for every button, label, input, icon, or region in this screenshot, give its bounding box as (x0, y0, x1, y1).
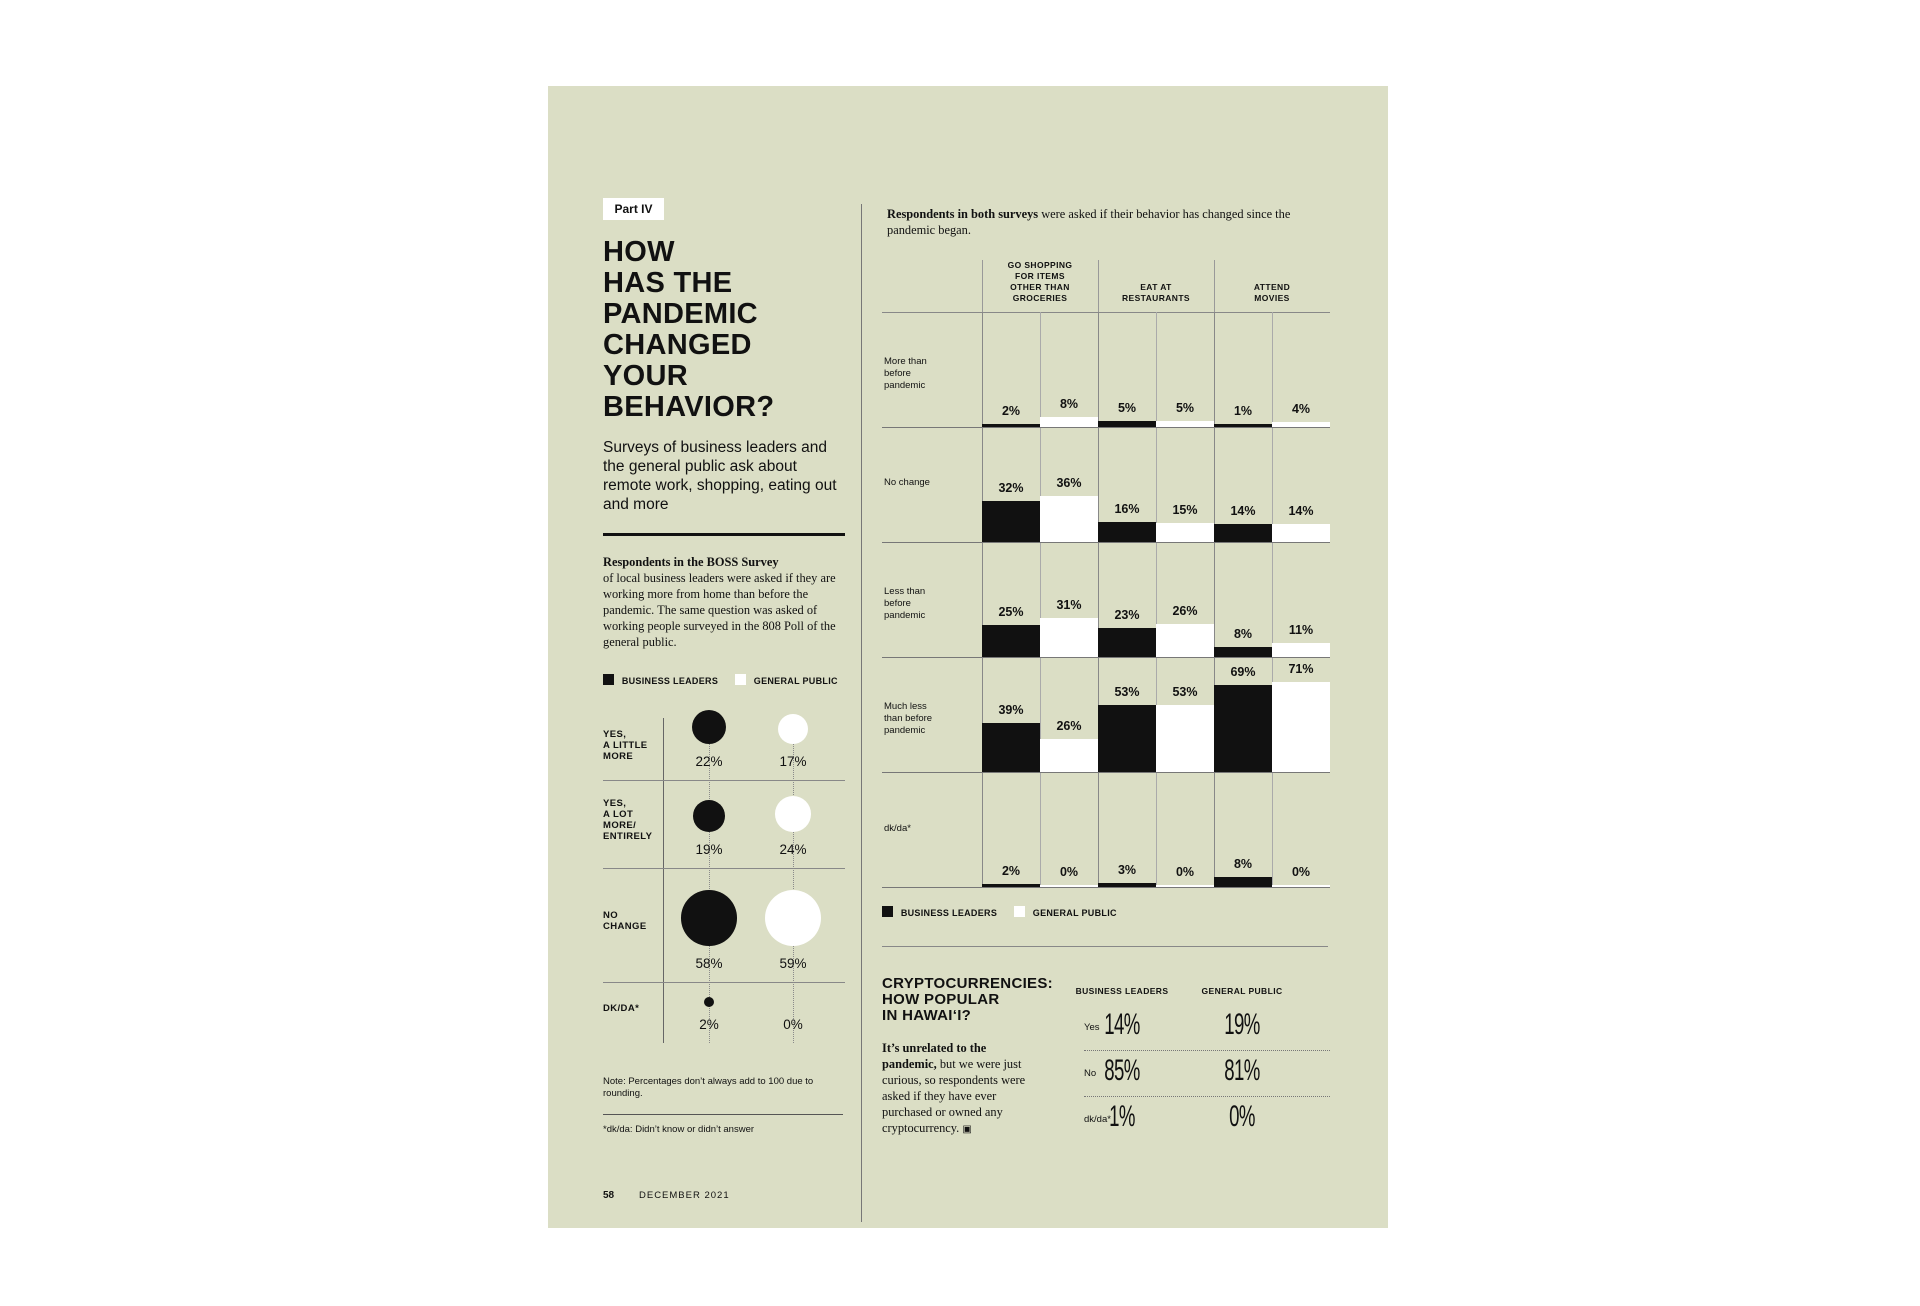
crypto-value: 1% (1109, 1100, 1135, 1133)
bubble-value-label: 22% (695, 754, 723, 769)
bar-value-label: 2% (1001, 864, 1021, 878)
column-header-line: GROCERIES (1012, 293, 1068, 303)
bar-value-label: 69% (1230, 664, 1256, 679)
bar-value-label: 71% (1288, 662, 1314, 677)
crypto-row-divider (1084, 1050, 1330, 1051)
bar-value-label: 16% (1114, 501, 1140, 516)
note: Note: Percentages don’t always add to 100 due to rounding. (603, 1076, 814, 1099)
headline-line: HOW (603, 236, 675, 268)
column-header-line: OTHER THAN (1010, 282, 1070, 292)
row-label-line: pandemic (884, 380, 926, 391)
bar-value-label: 14% (1288, 504, 1314, 519)
crypto-title-line: IN HAWAI‘I? (882, 1007, 972, 1024)
bubble-row-label-line: CHANGE (603, 921, 647, 932)
legend-business-label: BUSINESS LEADERS (621, 676, 719, 686)
bar-value-label: 53% (1114, 684, 1140, 699)
crypto-row-label: Yes (1084, 1022, 1100, 1033)
bubble-row-label-line: MORE (603, 750, 634, 762)
footnote: *dk/da: Didn’t know or didn’t answer (603, 1124, 755, 1135)
column-header-line: ATTEND (1253, 282, 1291, 292)
headline-line: PANDEMIC (603, 298, 758, 330)
left-intro-text: of local business leaders were asked if they are working more from home than before the pandemic. The same question was asked of working people surveyed in the 808 Poll of the general public. (603, 571, 836, 649)
bar-value-label: 1% (1233, 404, 1253, 418)
crypto-title-line: HOW POPULAR (882, 991, 1000, 1008)
right-intro-bold: Respondents in both surveys (887, 207, 1039, 221)
bar-value-label: 8% (1059, 396, 1079, 411)
crypto-value: 0% (1229, 1100, 1255, 1133)
bubble-row-label-line: A LITTLE (603, 739, 648, 751)
crypto-value: 85% (1104, 1054, 1140, 1087)
row-label-line: No change (884, 477, 930, 488)
left-intro-bold: Respondents in the BOSS Survey (603, 555, 779, 569)
bar-value-label: 26% (1056, 719, 1082, 734)
bubble-value-label: 59% (779, 956, 807, 971)
bar-value-label: 0% (1291, 865, 1311, 879)
bar-value-label: 2% (1001, 404, 1021, 418)
end-mark: ▣ (962, 1124, 972, 1135)
crypto-column-header: GENERAL PUBLIC (1201, 986, 1283, 996)
legend-business-label: BUSINESS LEADERS (900, 908, 998, 918)
row-label-line: pandemic (884, 610, 926, 621)
bubble-row-label-line: YES, (603, 798, 627, 809)
bar-value-label: 14% (1230, 504, 1256, 519)
crypto-row-label: dk/da* (1084, 1114, 1111, 1125)
dek: Surveys of business leaders and the general public ask about remote work, shopping, eating out and more (603, 439, 837, 513)
headline-line: YOUR (603, 360, 688, 392)
legend-public-label: GENERAL PUBLIC (1032, 908, 1117, 918)
part-badge: Part IV (603, 198, 664, 220)
bubble-row-label-line: MORE/ (603, 820, 637, 831)
crypto-column-header: BUSINESS LEADERS (1075, 986, 1169, 996)
bar-value-label: 53% (1172, 684, 1198, 699)
crypto-body-text: but we were just curious, so respondents were asked if they have ever purchased or owned any cryptocurrency. (882, 1057, 1026, 1135)
crypto-row-label: No (1084, 1068, 1097, 1079)
bubble-row-label-line: DK/DA* (603, 1003, 640, 1014)
row-label-line: before (884, 368, 911, 379)
crypto-value: 81% (1224, 1054, 1260, 1087)
row-label-line: More than (884, 356, 927, 367)
column-header-line: MOVIES (1254, 293, 1290, 303)
headline-line: BEHAVIOR? (603, 391, 775, 423)
bar-value-label: 8% (1233, 626, 1253, 641)
row-label-line: pandemic (884, 725, 926, 736)
right-intro-text: were asked if their behavior has changed since the pandemic began. (887, 207, 1291, 237)
bar-value-label: 36% (1056, 476, 1082, 491)
bubble-row-label-line: ENTIRELY (603, 831, 653, 842)
bubble-value-label: 17% (779, 754, 807, 769)
row-label-line: dk/da* (884, 823, 911, 834)
bar-value-label: 39% (998, 702, 1024, 717)
bubble-row-label-line: A LOT (603, 809, 634, 820)
bubble-value-label: 19% (695, 842, 723, 857)
bar-value-label: 5% (1175, 400, 1195, 415)
bar-value-label: 0% (1175, 865, 1195, 879)
bubble-row-label-line: YES, (603, 728, 627, 740)
row-label-line: Less than (884, 586, 926, 597)
bar-value-label: 0% (1059, 865, 1079, 879)
row-label-line: than before (884, 713, 933, 724)
headline-line: HAS THE (603, 267, 733, 299)
bar-value-label: 25% (998, 605, 1024, 620)
headline-line: CHANGED (603, 329, 752, 361)
legend-public-label: GENERAL PUBLIC (753, 676, 838, 686)
crypto-row-divider (1084, 1096, 1330, 1097)
row-label-line: before (884, 598, 911, 609)
bar-value-label: 23% (1114, 607, 1140, 622)
crypto-title-line: CRYPTOCURRENCIES: (882, 975, 1053, 992)
crypto-table (548, 86, 1388, 1228)
bubble-value-label: 58% (695, 956, 723, 971)
column-header-line: FOR ITEMS (1015, 271, 1065, 281)
issue-date: DECEMBER 2021 (639, 1190, 730, 1201)
bubble-value-label: 24% (779, 842, 807, 857)
bar-value-label: 32% (998, 481, 1024, 496)
bubble-value-label: 0% (783, 1017, 803, 1032)
column-header-line: EAT AT (1140, 282, 1172, 292)
crypto-value: 14% (1104, 1008, 1140, 1041)
bubble-value-label: 2% (699, 1017, 719, 1032)
column-header-line: RESTAURANTS (1122, 293, 1190, 303)
page-number: 58 (603, 1190, 615, 1201)
column-header-line: GO SHOPPING (1007, 260, 1073, 270)
bar-value-label: 11% (1288, 623, 1314, 638)
bar-value-label: 15% (1172, 503, 1198, 517)
crypto-value: 19% (1224, 1008, 1260, 1041)
bar-value-label: 26% (1172, 604, 1198, 619)
bar-value-label: 3% (1117, 863, 1137, 878)
bar-value-label: 8% (1233, 856, 1253, 871)
bar-value-label: 5% (1117, 400, 1137, 415)
crypto-body-bold: It’s unrelated to the pandemic, (882, 1041, 987, 1071)
bar-value-label: 31% (1056, 597, 1082, 612)
bubble-row-label-line: NO (603, 910, 619, 921)
magazine-page (548, 86, 1388, 1228)
row-label-line: Much less (884, 701, 927, 712)
bar-value-label: 4% (1291, 401, 1311, 416)
